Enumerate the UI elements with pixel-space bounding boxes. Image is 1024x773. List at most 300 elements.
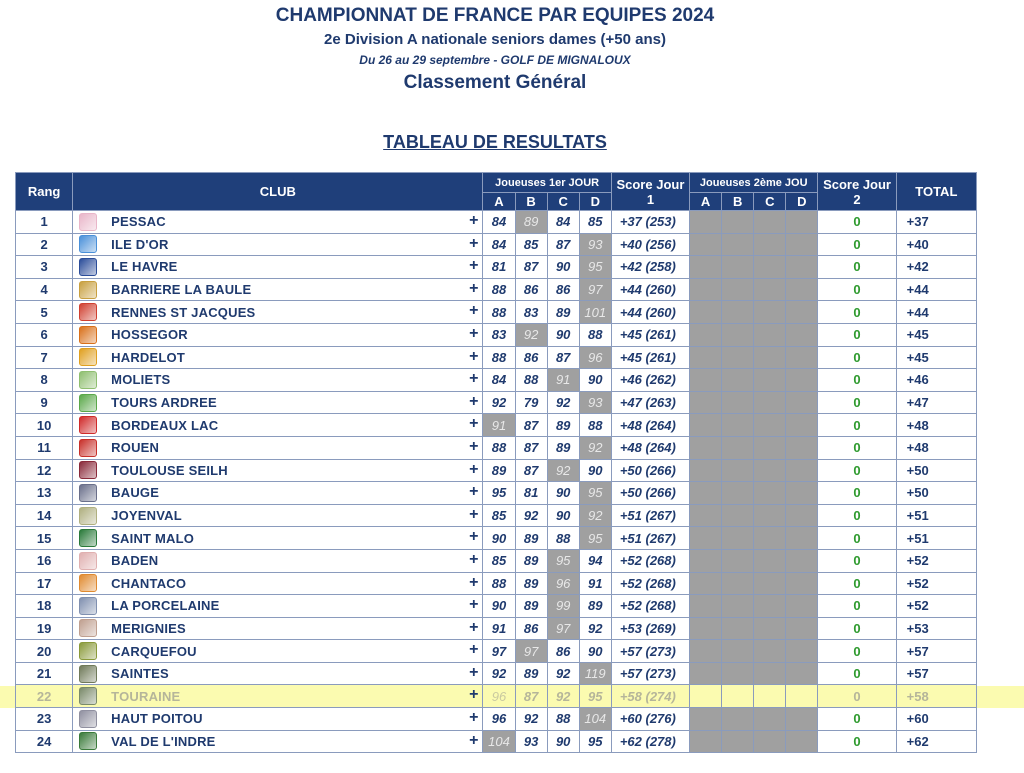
- results-table-title[interactable]: TABLEAU DE RESULTATS: [383, 132, 607, 152]
- score-day1-strokes: (258): [645, 259, 676, 275]
- day1-player-score: 85: [515, 233, 547, 256]
- table-row[interactable]: [16, 730, 977, 753]
- day2-player-score: [722, 391, 754, 414]
- day1-player-score: 88: [483, 572, 515, 595]
- table-row[interactable]: [16, 617, 977, 640]
- score-day1-strokes: (274): [645, 688, 676, 704]
- day2-player-score: [690, 617, 722, 640]
- day2-player-score: [690, 459, 722, 482]
- total-cell: +46: [896, 369, 976, 392]
- score-day1-value: +40: [619, 236, 642, 252]
- score-day1-strokes: (268): [645, 553, 676, 569]
- day2-player-score: [786, 369, 818, 392]
- day1-player-score: 87: [515, 685, 547, 708]
- day1-player-score: 83: [483, 323, 515, 346]
- score-day1-strokes: (262): [645, 372, 676, 388]
- table-row[interactable]: [16, 549, 977, 572]
- total-cell: +40: [896, 233, 976, 256]
- club-cell: [73, 391, 483, 414]
- day1-player-score: 89: [547, 436, 579, 459]
- table-row[interactable]: [16, 708, 977, 731]
- club-cell: [73, 708, 483, 731]
- total-cell: +42: [896, 256, 976, 279]
- day2-player-score: [722, 708, 754, 731]
- rank-cell: 6: [16, 323, 73, 346]
- day2-player-score: [754, 640, 786, 663]
- expand-button[interactable]: +: [469, 324, 479, 342]
- day1-player-score: 91: [483, 414, 515, 437]
- score-day1-cell: [611, 369, 689, 392]
- col-header-score-day2: Score Jour 2: [818, 173, 896, 211]
- club-name: JOYENVAL: [111, 508, 182, 524]
- club-logo-icon: [79, 303, 97, 321]
- score-day1-strokes: (256): [645, 236, 676, 252]
- expand-button[interactable]: +: [469, 347, 479, 365]
- expand-button[interactable]: +: [469, 483, 479, 501]
- day1-player-score: 97: [547, 617, 579, 640]
- total-cell: +51: [896, 527, 976, 550]
- club-cell: [73, 685, 483, 708]
- score-day2-cell: 0: [818, 527, 896, 550]
- classement-heading: Classement Général: [403, 72, 587, 93]
- table-row[interactable]: [16, 504, 977, 527]
- club-name: PESSAC: [111, 214, 166, 230]
- score-day1-cell: [611, 482, 689, 505]
- club-cell: [73, 278, 483, 301]
- day2-player-score: [754, 595, 786, 618]
- table-row[interactable]: [16, 527, 977, 550]
- club-cell: [73, 233, 483, 256]
- club-name: TOURS ARDREE: [111, 395, 217, 411]
- day1-player-score: 89: [515, 595, 547, 618]
- day2-player-score: [754, 459, 786, 482]
- total-cell: +47: [896, 391, 976, 414]
- score-day2-cell: 0: [818, 685, 896, 708]
- expand-button[interactable]: +: [469, 709, 479, 727]
- day1-player-score: 97: [483, 640, 515, 663]
- day2-player-score: [754, 730, 786, 753]
- score-day1-cell: [611, 211, 689, 234]
- score-day1-value: +37: [619, 214, 642, 230]
- day2-player-score: [786, 391, 818, 414]
- day1-player-score: 95: [579, 685, 611, 708]
- day1-player-score: 93: [579, 391, 611, 414]
- day1-player-score: 86: [515, 617, 547, 640]
- expand-button[interactable]: +: [469, 663, 479, 681]
- club-logo-icon: [79, 507, 97, 525]
- col-header-club: CLUB: [73, 173, 483, 211]
- score-day1-strokes: (264): [645, 440, 676, 456]
- total-cell: +48: [896, 436, 976, 459]
- day1-player-score: 104: [579, 708, 611, 731]
- expand-button[interactable]: +: [469, 279, 479, 297]
- score-day1-cell: [611, 256, 689, 279]
- table-row[interactable]: [16, 640, 977, 663]
- club-logo-icon: [79, 394, 97, 412]
- total-cell: +45: [896, 323, 976, 346]
- score-day1-value: +60: [619, 711, 642, 727]
- score-day1-strokes: (253): [645, 214, 676, 230]
- day1-player-score: 90: [547, 323, 579, 346]
- table-row[interactable]: [16, 278, 977, 301]
- day1-player-score: 92: [515, 504, 547, 527]
- club-cell: [73, 369, 483, 392]
- expand-button[interactable]: +: [469, 686, 479, 704]
- day2-player-score: [786, 549, 818, 572]
- expand-button[interactable]: +: [469, 528, 479, 546]
- rank-cell: 22: [16, 685, 73, 708]
- club-name: LE HAVRE: [111, 259, 178, 275]
- col-header-d2-c: C: [754, 193, 786, 211]
- day2-player-score: [690, 685, 722, 708]
- rank-cell: 5: [16, 301, 73, 324]
- day2-player-score: [786, 595, 818, 618]
- club-logo-icon: [79, 597, 97, 615]
- club-cell: [73, 504, 483, 527]
- score-day1-value: +47: [619, 395, 642, 411]
- score-day1-value: +52: [619, 553, 642, 569]
- day2-player-score: [786, 346, 818, 369]
- day2-player-score: [754, 572, 786, 595]
- day2-player-score: [722, 549, 754, 572]
- club-name: BORDEAUX LAC: [111, 417, 219, 433]
- score-day2-cell: 0: [818, 504, 896, 527]
- expand-button[interactable]: +: [469, 392, 479, 410]
- expand-button[interactable]: +: [469, 573, 479, 591]
- expand-button[interactable]: +: [469, 212, 479, 229]
- club-cell: [73, 662, 483, 685]
- score-day2-cell: 0: [818, 595, 896, 618]
- day1-player-score: 91: [579, 572, 611, 595]
- day2-player-score: [690, 572, 722, 595]
- day1-player-score: 87: [547, 233, 579, 256]
- col-header-score-day1: Score Jour 1: [611, 173, 689, 211]
- day2-player-score: [754, 549, 786, 572]
- day2-player-score: [722, 278, 754, 301]
- page-title: CHAMPIONNAT DE FRANCE PAR EQUIPES 2024: [275, 5, 715, 26]
- day2-player-score: [786, 233, 818, 256]
- score-day2-cell: 0: [818, 256, 896, 279]
- total-cell: +48: [896, 414, 976, 437]
- score-day2-cell: 0: [818, 414, 896, 437]
- day2-player-score: [722, 662, 754, 685]
- club-name: BAUGE: [111, 485, 160, 501]
- day2-player-score: [754, 527, 786, 550]
- expand-button[interactable]: +: [469, 302, 479, 320]
- day1-player-score: 89: [515, 549, 547, 572]
- day1-player-score: 96: [547, 572, 579, 595]
- score-day2-cell: 0: [818, 617, 896, 640]
- score-day1-value: +52: [619, 575, 642, 591]
- rank-cell: 3: [16, 256, 73, 279]
- score-day1-cell: [611, 459, 689, 482]
- col-header-d1-a: A: [483, 193, 515, 211]
- day1-player-score: 88: [579, 414, 611, 437]
- day2-player-score: [754, 256, 786, 279]
- day2-player-score: [690, 346, 722, 369]
- table-row[interactable]: [16, 346, 977, 369]
- day1-player-score: 90: [483, 527, 515, 550]
- results-table: [15, 172, 977, 753]
- score-day1-strokes: (260): [645, 282, 676, 298]
- rank-cell: 23: [16, 708, 73, 731]
- score-day1-strokes: (276): [645, 711, 676, 727]
- club-cell: [73, 256, 483, 279]
- score-day2-cell: 0: [818, 301, 896, 324]
- rank-cell: 4: [16, 278, 73, 301]
- day1-player-score: 88: [483, 346, 515, 369]
- day2-player-score: [722, 233, 754, 256]
- club-logo-icon: [79, 326, 97, 344]
- expand-button[interactable]: +: [469, 370, 479, 388]
- total-cell: +45: [896, 346, 976, 369]
- day2-player-score: [786, 414, 818, 437]
- expand-button[interactable]: +: [469, 550, 479, 568]
- day1-player-score: 95: [483, 482, 515, 505]
- club-name: VAL DE L'INDRE: [111, 733, 216, 749]
- col-header-total: TOTAL: [896, 173, 976, 211]
- score-day1-cell: [611, 572, 689, 595]
- club-cell: [73, 730, 483, 753]
- club-logo-icon: [79, 665, 97, 683]
- score-day2-cell: 0: [818, 730, 896, 753]
- score-day1-strokes: (263): [645, 395, 676, 411]
- score-day2-cell: 0: [818, 662, 896, 685]
- day1-player-score: 97: [515, 640, 547, 663]
- day2-player-score: [786, 504, 818, 527]
- club-cell: [73, 640, 483, 663]
- day1-player-score: 91: [547, 369, 579, 392]
- score-day1-cell: [611, 504, 689, 527]
- day2-player-score: [754, 301, 786, 324]
- club-logo-icon: [79, 235, 97, 253]
- day2-player-score: [690, 278, 722, 301]
- club-logo-icon: [79, 710, 97, 728]
- expand-button[interactable]: +: [469, 437, 479, 455]
- club-cell: [73, 323, 483, 346]
- club-logo-icon: [79, 348, 97, 366]
- club-logo-icon: [79, 529, 97, 547]
- col-header-d1-b: B: [515, 193, 547, 211]
- day2-player-score: [786, 662, 818, 685]
- table-row[interactable]: [16, 414, 977, 437]
- score-day1-strokes: (264): [645, 417, 676, 433]
- score-day1-value: +58: [619, 688, 642, 704]
- day1-player-score: 88: [483, 278, 515, 301]
- day1-player-score: 93: [515, 730, 547, 753]
- day2-player-score: [786, 256, 818, 279]
- club-cell: [73, 346, 483, 369]
- total-cell: +44: [896, 301, 976, 324]
- day2-player-score: [690, 414, 722, 437]
- day2-player-score: [690, 323, 722, 346]
- club-name: ILE D'OR: [111, 236, 169, 252]
- day2-player-score: [722, 685, 754, 708]
- day1-player-score: 84: [483, 369, 515, 392]
- day2-player-score: [754, 323, 786, 346]
- rank-cell: 12: [16, 459, 73, 482]
- club-logo-icon: [79, 213, 97, 231]
- day2-player-score: [722, 256, 754, 279]
- day1-player-score: 92: [483, 662, 515, 685]
- score-day1-cell: [611, 595, 689, 618]
- day1-player-score: 89: [547, 301, 579, 324]
- rank-cell: 15: [16, 527, 73, 550]
- score-day1-strokes: (266): [645, 462, 676, 478]
- score-day1-cell: [611, 549, 689, 572]
- club-name: TOULOUSE SEILH: [111, 462, 228, 478]
- expand-button[interactable]: +: [469, 505, 479, 523]
- day1-player-score: 88: [579, 323, 611, 346]
- col-header-d2-a: A: [690, 193, 722, 211]
- day2-player-score: [690, 211, 722, 234]
- day1-player-score: 90: [579, 640, 611, 663]
- table-row[interactable]: [16, 459, 977, 482]
- expand-button[interactable]: +: [469, 641, 479, 659]
- expand-button[interactable]: +: [469, 731, 479, 749]
- day2-player-score: [722, 572, 754, 595]
- day2-player-score: [786, 730, 818, 753]
- total-cell: +58: [896, 685, 976, 708]
- day2-player-score: [690, 436, 722, 459]
- day2-player-score: [722, 730, 754, 753]
- total-cell: +50: [896, 482, 976, 505]
- club-cell: [73, 414, 483, 437]
- club-name: TOURAINE: [111, 688, 181, 704]
- total-cell: +62: [896, 730, 976, 753]
- day1-player-score: 86: [515, 278, 547, 301]
- score-day1-cell: [611, 527, 689, 550]
- expand-button[interactable]: +: [469, 234, 479, 252]
- table-row[interactable]: [16, 685, 977, 708]
- club-cell: [73, 617, 483, 640]
- day2-player-score: [722, 301, 754, 324]
- total-cell: +44: [896, 278, 976, 301]
- day2-player-score: [722, 640, 754, 663]
- day1-player-score: 90: [579, 369, 611, 392]
- score-day1-strokes: (273): [645, 643, 676, 659]
- day2-player-score: [786, 708, 818, 731]
- day2-player-score: [786, 301, 818, 324]
- score-day1-value: +50: [619, 462, 642, 478]
- expand-button[interactable]: +: [469, 596, 479, 614]
- expand-button[interactable]: +: [469, 460, 479, 478]
- expand-button[interactable]: +: [469, 415, 479, 433]
- day1-player-score: 87: [515, 256, 547, 279]
- score-day2-cell: 0: [818, 211, 896, 234]
- score-day1-cell: [611, 685, 689, 708]
- day2-player-score: [786, 617, 818, 640]
- rank-cell: 7: [16, 346, 73, 369]
- day1-player-score: 92: [515, 708, 547, 731]
- day1-player-score: 95: [579, 730, 611, 753]
- day1-player-score: 93: [579, 233, 611, 256]
- day2-player-score: [690, 549, 722, 572]
- club-cell: [73, 482, 483, 505]
- day1-player-score: 91: [483, 617, 515, 640]
- day2-player-score: [722, 211, 754, 234]
- day1-player-score: 89: [515, 527, 547, 550]
- score-day1-strokes: (278): [645, 733, 676, 749]
- day2-player-score: [722, 414, 754, 437]
- day2-player-score: [786, 459, 818, 482]
- score-day1-value: +45: [619, 327, 642, 343]
- table-row[interactable]: [16, 436, 977, 459]
- score-day2-cell: 0: [818, 323, 896, 346]
- day1-player-score: 89: [547, 414, 579, 437]
- day2-player-score: [690, 708, 722, 731]
- day1-player-score: 96: [483, 685, 515, 708]
- day1-player-score: 81: [483, 256, 515, 279]
- total-cell: +52: [896, 595, 976, 618]
- total-cell: +57: [896, 640, 976, 663]
- club-logo-icon: [79, 484, 97, 502]
- table-row[interactable]: [16, 572, 977, 595]
- score-day1-cell: [611, 233, 689, 256]
- day1-player-score: 84: [547, 211, 579, 234]
- table-row[interactable]: [16, 211, 977, 234]
- table-row[interactable]: [16, 323, 977, 346]
- expand-button[interactable]: +: [469, 257, 479, 275]
- table-row[interactable]: [16, 595, 977, 618]
- rank-cell: 14: [16, 504, 73, 527]
- table-row[interactable]: [16, 301, 977, 324]
- day2-player-score: [754, 482, 786, 505]
- club-logo-icon: [79, 642, 97, 660]
- day1-player-score: 95: [547, 549, 579, 572]
- score-day1-cell: [611, 617, 689, 640]
- score-day1-cell: [611, 640, 689, 663]
- score-day2-cell: 0: [818, 278, 896, 301]
- club-name: ROUEN: [111, 440, 160, 456]
- rank-cell: 2: [16, 233, 73, 256]
- expand-button[interactable]: +: [469, 618, 479, 636]
- club-name: MERIGNIES: [111, 620, 186, 636]
- total-cell: +53: [896, 617, 976, 640]
- day1-player-score: 84: [483, 233, 515, 256]
- table-row[interactable]: [16, 256, 977, 279]
- score-day2-cell: 0: [818, 572, 896, 595]
- table-row[interactable]: [16, 662, 977, 685]
- table-row[interactable]: [16, 391, 977, 414]
- day1-player-score: 92: [483, 391, 515, 414]
- table-row[interactable]: [16, 482, 977, 505]
- day2-player-score: [690, 730, 722, 753]
- score-day1-cell: [611, 730, 689, 753]
- day2-player-score: [690, 391, 722, 414]
- day2-player-score: [786, 572, 818, 595]
- table-row[interactable]: [16, 369, 977, 392]
- score-day1-value: +50: [619, 485, 642, 501]
- score-day1-value: +51: [619, 508, 642, 524]
- day2-player-score: [786, 685, 818, 708]
- day1-player-score: 89: [483, 459, 515, 482]
- club-logo-icon: [79, 439, 97, 457]
- day1-player-score: 88: [483, 301, 515, 324]
- club-name: LA PORCELAINE: [111, 598, 220, 614]
- day1-player-score: 87: [515, 414, 547, 437]
- day1-player-score: 119: [579, 662, 611, 685]
- day1-player-score: 86: [547, 640, 579, 663]
- total-cell: +52: [896, 572, 976, 595]
- score-day1-value: +44: [619, 304, 642, 320]
- day1-player-score: 92: [579, 504, 611, 527]
- score-day1-value: +44: [619, 282, 642, 298]
- results-body: [16, 211, 977, 753]
- table-row[interactable]: [16, 233, 977, 256]
- day2-player-score: [754, 662, 786, 685]
- total-cell: +50: [896, 459, 976, 482]
